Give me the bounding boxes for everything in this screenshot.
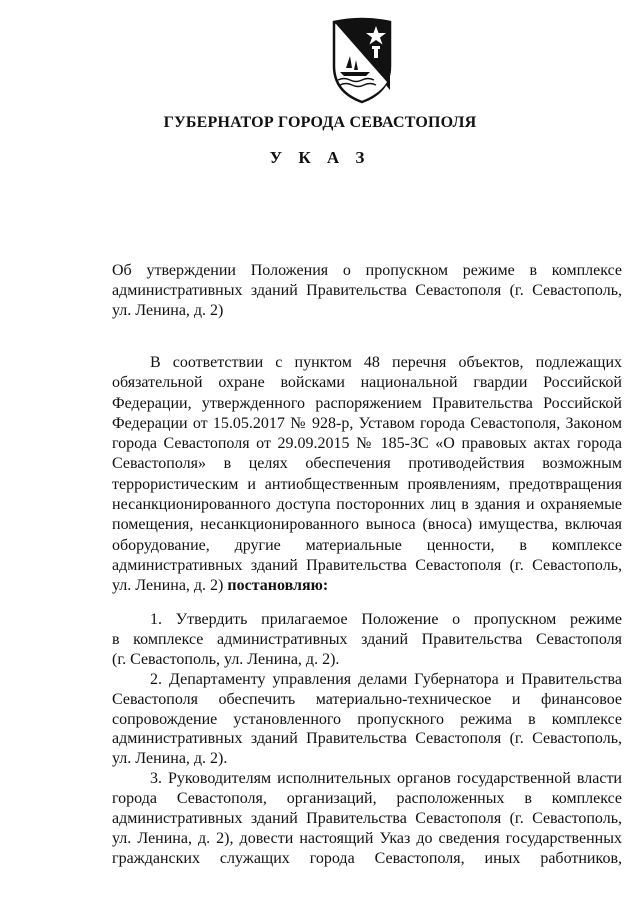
item-line: 3. Руководителям исполнительных органов государственной власти xyxy=(150,770,622,788)
item-line: ул. Ленина, д. 2). xyxy=(112,750,228,768)
decree-item-3 xyxy=(112,769,622,869)
item-line: административных зданий Правительства Севастополя (г. Севастополь, xyxy=(112,810,622,828)
decree-item-1 xyxy=(112,610,622,670)
preamble-line: помещения, несанкционированного выноса (вноса) имущества, включая xyxy=(112,516,622,534)
preamble-paragraph xyxy=(112,353,622,597)
preamble-line: обязательной охране войсками национальной гвардии Российской xyxy=(112,374,622,392)
sevastopol-coat-of-arms-icon xyxy=(330,16,394,104)
preamble-line: Федерации, утвержденного распоряжением Правительства Российской xyxy=(112,394,622,412)
subject-line: ул. Ленина, д. 2) xyxy=(112,302,224,319)
item-line: 2. Департаменту управления делами Губернатора и Правительства xyxy=(150,670,622,688)
preamble-line: несанкционированного доступа посторонних лиц в здания и охраняемые xyxy=(112,496,622,514)
subject-line: Об утверждении Положения о пропускном режиме в комплексе xyxy=(112,262,622,279)
decree-items xyxy=(112,610,622,869)
document-type: У К А З xyxy=(269,148,371,167)
preamble-last-line xyxy=(112,576,622,596)
preamble-line: оборудование, другие материальные ценности, в комплексе xyxy=(112,536,622,554)
preamble-line: ул. Ленина, д. 2) xyxy=(112,577,224,595)
decree-subject xyxy=(112,261,622,321)
item-line: (г. Севастополь, ул. Ленина, д. 2). xyxy=(112,650,340,668)
subject-line: административных зданий Правительства Севастополя (г. Севастополь, xyxy=(112,282,622,299)
item-line: Севастополя обеспечить материально-техническое и финансовое xyxy=(112,690,622,708)
preamble-line: административных зданий Правительства Севастополя (г. Севастополь, xyxy=(112,556,622,574)
preamble-line: города Севастополя от 29.09.2015 № 185-ЗС «О правовых актах города xyxy=(112,435,622,453)
item-line: гражданских служащих города Севастополя, иных работников, xyxy=(112,849,622,867)
decree-word: постановляю: xyxy=(227,577,329,595)
preamble-line: террористическим и антиобщественным проявлениям, предотвращения xyxy=(112,475,622,493)
preamble-line: В соответствии с пунктом 48 перечня объектов, подлежащих xyxy=(150,354,622,371)
preamble-line: Федерации от 15.05.2017 № 928-р, Уставом города Севастополя, Законом xyxy=(112,414,622,432)
item-line: административных зданий Правительства Севастополя (г. Севастополь, xyxy=(112,730,622,748)
decree-item-2 xyxy=(112,670,622,770)
item-line: ул. Ленина, д. 2), довести настоящий Указ до сведения государственных xyxy=(112,829,622,847)
item-line: в комплексе административных зданий Правительства Севастополя xyxy=(112,630,622,648)
item-line: сопровождение установленного пропускного режима в комплексе xyxy=(112,710,622,728)
issuer-title: ГУБЕРНАТОР ГОРОДА СЕВАСТОПОЛЯ xyxy=(163,114,477,131)
item-line: города Севастополя, организаций, расположенных в комплексе xyxy=(112,790,622,808)
preamble-line: Севастополя» в целях обеспечения противодействия возможным xyxy=(112,455,622,473)
item-line: 1. Утвердить прилагаемое Положение о пропускном режиме xyxy=(150,611,622,628)
